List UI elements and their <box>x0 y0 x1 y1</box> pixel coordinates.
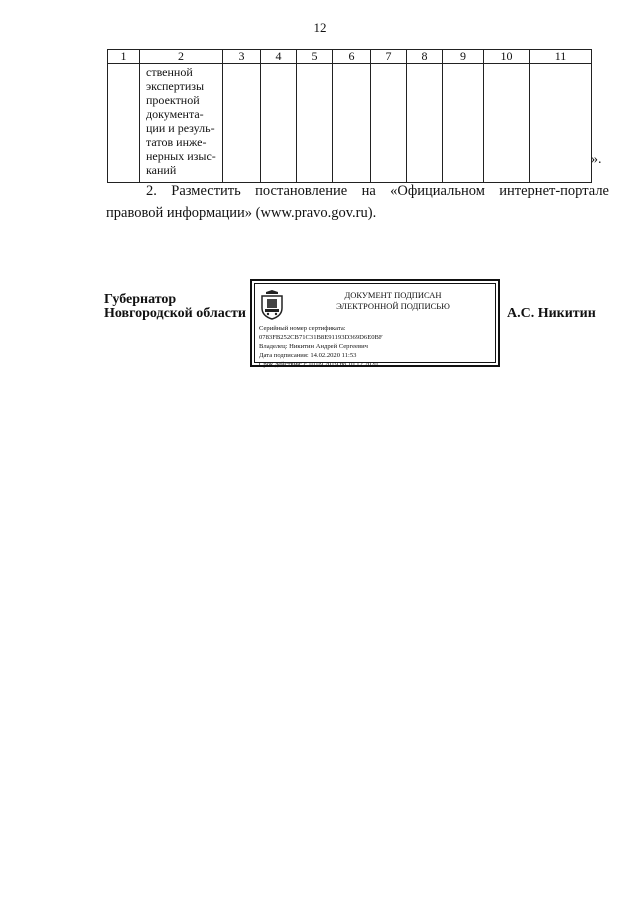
validity-line: Срок действия: с 10.09.2019 по 10.12.2020 <box>259 361 378 368</box>
role-line: Губернатор <box>104 292 177 307</box>
role-line: Новгородской области <box>104 306 246 321</box>
column-number: 1 <box>108 50 140 64</box>
table-cell <box>484 64 530 183</box>
column-number: 7 <box>371 50 407 64</box>
table-cell <box>261 64 297 183</box>
column-number: 4 <box>261 50 297 64</box>
signatory-role <box>104 293 246 321</box>
owner-line: Владелец: Никитин Андрей Сергеевич <box>259 343 368 350</box>
table-cell <box>530 64 592 183</box>
column-number: 3 <box>223 50 261 64</box>
table-cell <box>371 64 407 183</box>
table-row <box>108 64 592 183</box>
table-cell <box>108 64 140 183</box>
table-cell-description: ственной экспертизы проектной документа- ции и резуль- татов инже- нерных изыс- каний <box>140 64 223 183</box>
continuation-table <box>107 49 592 183</box>
signed-date-line: Дата подписания: 14.02.2020 11:53 <box>259 352 357 359</box>
page-number: 12 <box>313 20 327 35</box>
stamp-details <box>259 324 383 369</box>
serial-label: Серийный номер сертификата: <box>259 325 346 332</box>
column-number: 6 <box>333 50 371 64</box>
signatory-name: А.С. Никитин <box>507 306 596 321</box>
column-number: 5 <box>297 50 333 64</box>
stamp-title-line: ЭЛЕКТРОННОЙ ПОДПИСЬЮ <box>336 301 450 311</box>
closing-quote-mark: ». <box>591 152 602 167</box>
paragraph-publish: 2. Разместить постановление на «Официальном интернет-портале правовой информации» (www.pravo.gov.ru). <box>106 183 609 221</box>
coat-of-arms-icon <box>259 288 285 320</box>
column-number: 11 <box>530 50 592 64</box>
stamp-inner-frame <box>254 283 496 368</box>
column-number: 8 <box>407 50 443 64</box>
table-cell <box>407 64 443 183</box>
table-cell <box>333 64 371 183</box>
table-cell <box>223 64 261 183</box>
column-number: 10 <box>484 50 530 64</box>
serial-number: 0783FB252CB71C31B8E91193D369D6E0BF <box>259 334 383 341</box>
table-header-row <box>108 50 592 64</box>
electronic-signature-stamp <box>250 279 500 367</box>
column-number: 9 <box>443 50 484 64</box>
column-number: 2 <box>140 50 223 64</box>
stamp-title <box>293 290 493 312</box>
table-cell <box>297 64 333 183</box>
table-cell <box>443 64 484 183</box>
stamp-title-line: ДОКУМЕНТ ПОДПИСАН <box>344 290 442 300</box>
